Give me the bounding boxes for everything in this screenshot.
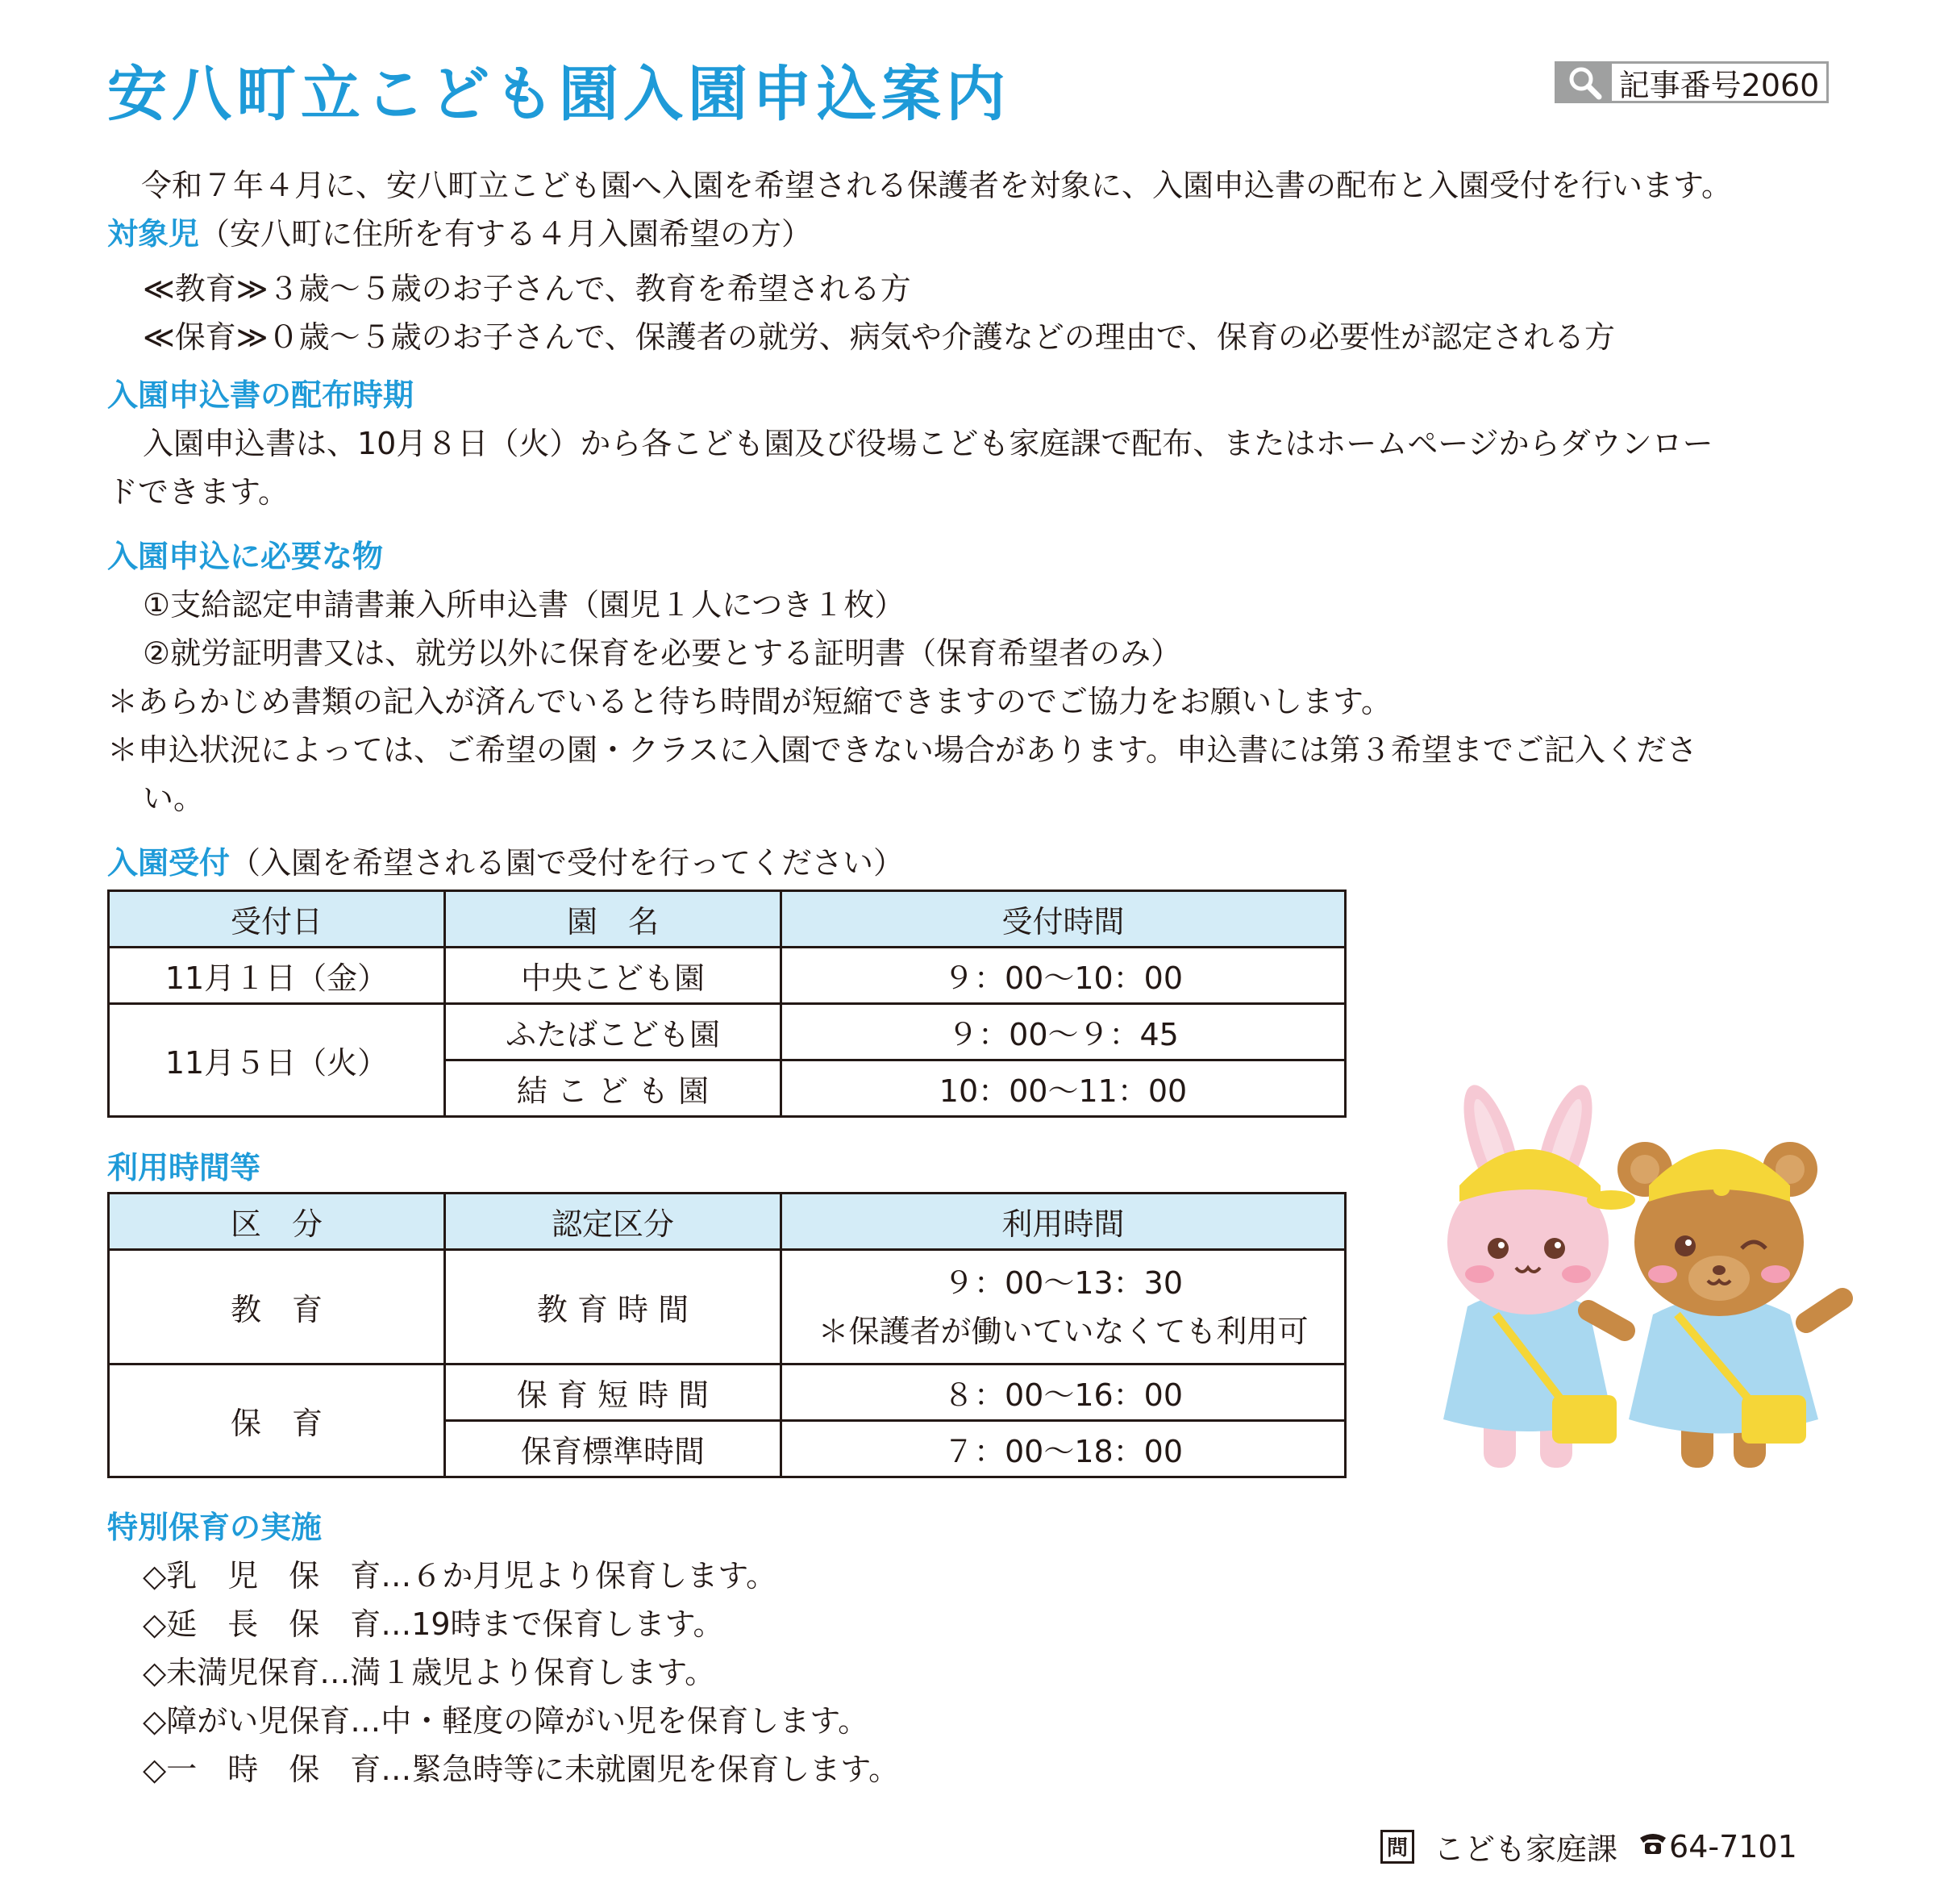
special-heading: 特別保育の実施 <box>107 1510 323 1545</box>
contact-phone-number: 64-7101 <box>1669 1828 1797 1864</box>
article-number-badge <box>1555 61 1829 103</box>
target-section <box>107 210 1615 361</box>
usage-edu-time: ９：00～13：30 <box>943 1264 1184 1301</box>
table-header-cell: 利用時間 <box>781 1194 1346 1250</box>
table-cell-time: ８：00～16：00 <box>781 1364 1346 1421</box>
list-item: ◇一 時 保 育…緊急時等に未就園児を保育します。 <box>143 1752 900 1787</box>
mascot-illustration <box>1403 1081 1855 1492</box>
table-cell-category: 保 育 <box>109 1364 445 1477</box>
list-item: ◇延 長 保 育…19時まで保育します。 <box>143 1606 724 1642</box>
table-cell-school: 結 こ ど も 園 <box>445 1060 781 1117</box>
required-heading: 入園申込に必要な物 <box>107 539 384 574</box>
table-cell-type: 教 育 時 間 <box>445 1250 781 1364</box>
table-row <box>109 1250 1346 1364</box>
rabbit-mascot <box>1443 1081 1635 1468</box>
required-section <box>107 532 1697 823</box>
reception-heading: 入園受付 <box>107 845 231 881</box>
table-cell-date: 11月５日（火） <box>109 1004 445 1117</box>
table-cell-time: ７：00～18：00 <box>781 1421 1346 1477</box>
article-number-label: 記事番号2060 <box>1618 67 1820 103</box>
table-row <box>109 1364 1346 1421</box>
table-cell-school: 中央こども園 <box>445 948 781 1004</box>
table-header-cell: 区 分 <box>109 1194 445 1250</box>
required-item-2: ②就労証明書又は、就労以外に保育を必要とする証明書（保育希望者のみ） <box>143 635 1182 671</box>
distribution-heading: 入園申込書の配布時期 <box>107 377 414 413</box>
table-cell-school: ふたばこども園 <box>445 1004 781 1060</box>
target-line-care: ≪保育≫０歳～５歳のお子さんで、保護者の就労、病気や介護などの理由で、保育の必要性が認定される方 <box>143 319 1616 355</box>
distribution-line-2: ドできます。 <box>107 474 289 510</box>
contact-phone <box>1637 1829 1797 1864</box>
table-row <box>109 948 1346 1004</box>
target-line-education: ≪教育≫３歳～５歳のお子さんで、教育を希望される方 <box>143 271 911 306</box>
reception-note: （入園を希望される園で受付を行ってください） <box>230 845 905 881</box>
contact-dept: こども家庭課 <box>1434 1831 1618 1867</box>
table-cell-category: 教 育 <box>109 1250 445 1364</box>
target-heading: 対象児 <box>107 216 200 252</box>
required-item-1: ①支給認定申請書兼入所申込書（園児１人につき１枚） <box>143 587 905 623</box>
search-icon <box>1557 64 1612 101</box>
reception-table <box>107 890 1347 1118</box>
reception-heading-row <box>107 839 904 894</box>
special-section <box>107 1503 899 1794</box>
page-title: 安八町立こども園入園申込案内 <box>107 60 1010 129</box>
table-header-cell: 園 名 <box>445 891 781 948</box>
table-cell-date: 11月１日（金） <box>109 948 445 1004</box>
intro-text: 令和７年４月に、安八町立こども園へ入園を希望される保護者を対象に、入園申込書の配布と入園受付を行います。 <box>141 168 1732 203</box>
usage-edu-note: ＊保護者が働いていなくても利用可 <box>818 1313 1309 1349</box>
table-header-row <box>109 891 1346 948</box>
table-header-cell: 認定区分 <box>445 1194 781 1250</box>
table-cell-type: 保育標準時間 <box>445 1421 781 1477</box>
contact-footer <box>1380 1824 1797 1869</box>
phone-icon <box>1637 1829 1669 1864</box>
table-row <box>109 1004 1346 1060</box>
distribution-line-1: 入園申込書は、10月８日（火）から各こども園及び役場こども家庭課で配布、またはホームページからダウンロー <box>143 426 1713 461</box>
usage-heading: 利用時間等 <box>107 1150 261 1185</box>
bear-mascot <box>1588 1142 1842 1468</box>
table-cell-time: ９：00～10：00 <box>781 948 1346 1004</box>
inquiry-icon: 問 <box>1380 1830 1414 1864</box>
table-header-cell: 受付時間 <box>781 891 1346 948</box>
list-item: ◇乳 児 保 育…６か月児より保育します。 <box>143 1558 777 1594</box>
table-header-cell: 受付日 <box>109 891 445 948</box>
table-cell-time: ９：00～９：45 <box>781 1004 1346 1060</box>
required-note-1: ＊あらかじめ書類の記入が済んでいると待ち時間が短縮できますのでご協力をお願いします。 <box>107 684 1392 719</box>
required-note-2: ＊申込状況によっては、ご希望の園・クラスに入園できない場合があります。申込書には第３希望までご記入くださ <box>107 732 1697 768</box>
table-cell-time: 10：00～11：00 <box>781 1060 1346 1117</box>
distribution-section <box>107 371 1713 516</box>
list-item: ◇未満児保育…満１歳児より保育します。 <box>143 1655 716 1690</box>
table-cell-type: 保 育 短 時 間 <box>445 1364 781 1421</box>
target-note: （安八町に住所を有する４月入園希望の方） <box>199 216 813 252</box>
required-note-2-cont: い。 <box>143 781 205 816</box>
usage-table <box>107 1192 1347 1478</box>
list-item: ◇障がい児保育…中・軽度の障がい児を保育します。 <box>143 1703 869 1739</box>
table-header-row <box>109 1194 1346 1250</box>
table-cell-time <box>781 1250 1346 1364</box>
